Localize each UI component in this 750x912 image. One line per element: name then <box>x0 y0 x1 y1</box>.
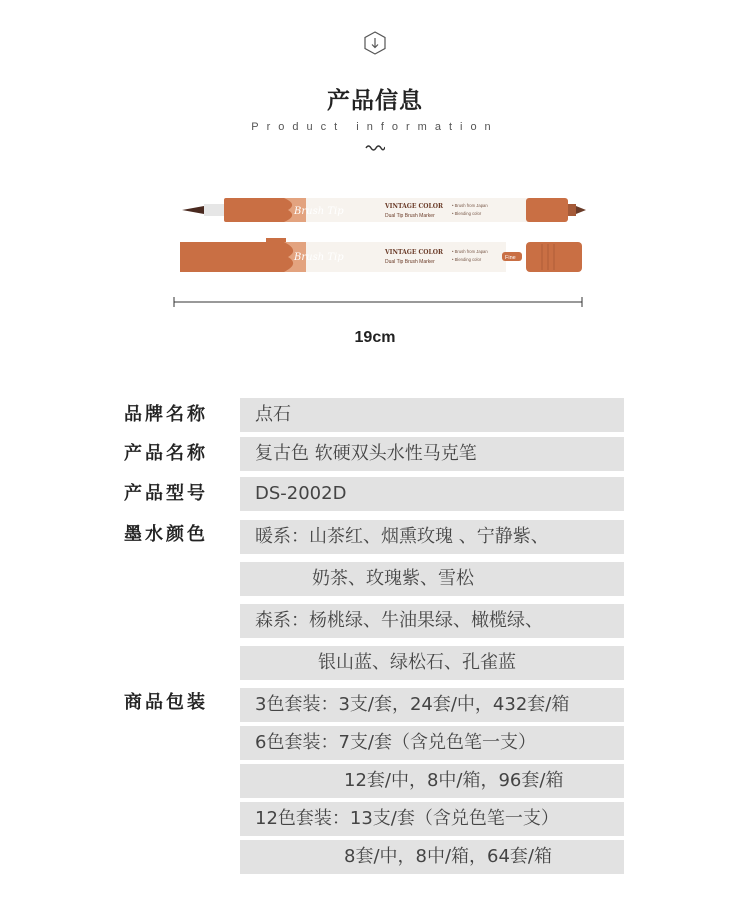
package-line: 8套/中，8中/箱，64套/箱 <box>240 840 624 874</box>
page-subtitle: Product information <box>251 121 499 133</box>
model-label: 产品型号 <box>124 483 208 504</box>
pen-desc-text: Dual Tip Brush Marker <box>385 213 435 219</box>
length-dimension-line <box>173 296 583 308</box>
svg-text:• Brush from Japan: • Brush from Japan <box>452 249 488 254</box>
package-line: 6色套装：7支/套（含兑色笔一支） <box>240 726 624 760</box>
svg-text:VINTAGE COLOR: VINTAGE COLOR <box>385 249 443 256</box>
length-label: 19cm <box>354 329 396 346</box>
ink-label: 墨水颜色 <box>124 524 208 545</box>
brand-value: 点石 <box>240 398 624 432</box>
wave-divider-icon <box>365 143 385 151</box>
brand-label: 品牌名称 <box>124 404 208 425</box>
ink-line: 森系：杨桃绿、牛油果绿、橄榄绿、 <box>240 604 624 638</box>
svg-text:Dual Tip Brush Marker: Dual Tip Brush Marker <box>385 259 435 265</box>
package-line: 12色套装：13支/套（含兑色笔一支） <box>240 802 624 836</box>
name-value: 复古色 软硬双头水性马克笔 <box>240 437 624 471</box>
pen-brand-text: VINTAGE COLOR <box>385 203 443 210</box>
pen-note2-text: • Blending color <box>452 211 482 216</box>
marker-pen-brush-side <box>182 198 586 222</box>
package-line: 12套/中，8中/箱，96套/箱 <box>240 764 624 798</box>
down-arrow-icon <box>363 31 387 55</box>
svg-text:• Blending color: • Blending color <box>452 257 482 262</box>
product-image <box>180 190 590 280</box>
pen-note1-text: • Brush from Japan <box>452 203 488 208</box>
package-line: 3色套装：3支/套，24套/中，432套/箱 <box>240 688 624 722</box>
ink-line: 暖系：山茶红、烟熏玫瑰 、宁静紫、 <box>240 520 624 554</box>
svg-text:Fine: Fine <box>505 255 516 261</box>
package-label: 商品包装 <box>124 692 208 713</box>
svg-text:Brush Tip: Brush Tip <box>294 252 344 263</box>
model-value: DS-2002D <box>240 477 624 511</box>
name-label: 产品名称 <box>124 443 208 464</box>
pen-brush-text: Brush Tip <box>294 206 344 217</box>
ink-line: 银山蓝、绿松石、孔雀蓝 <box>240 646 624 680</box>
marker-pen-capped <box>180 238 582 272</box>
ink-line: 奶茶、玫瑰紫、雪松 <box>240 562 624 596</box>
page-title: 产品信息 <box>327 88 423 114</box>
